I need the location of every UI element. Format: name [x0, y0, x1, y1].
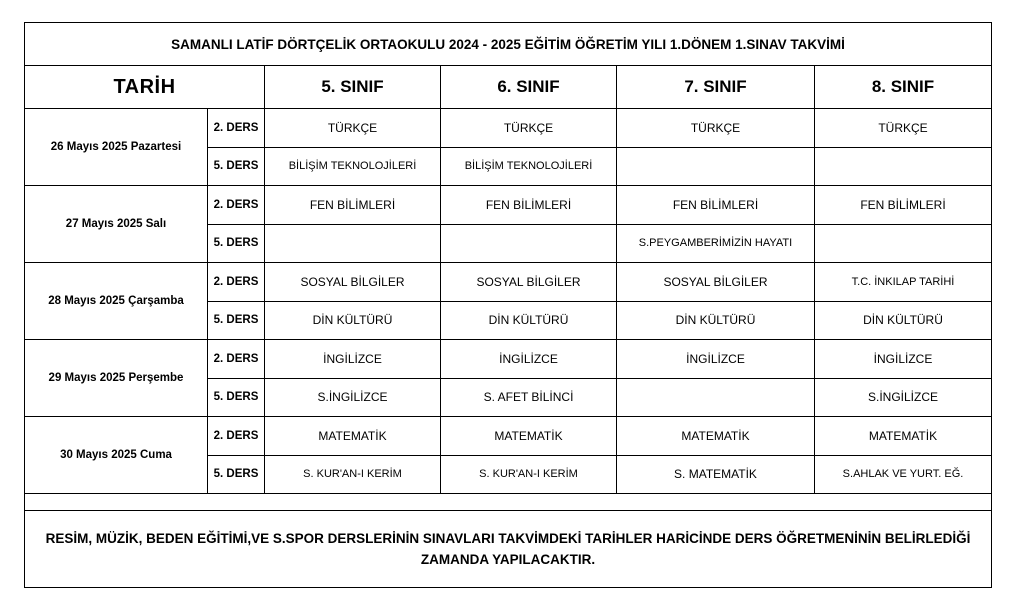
subject-cell: İNGİLİZCE	[617, 340, 815, 379]
lesson-period-cell: 2. DERS	[208, 186, 265, 225]
subject-cell: TÜRKÇE	[441, 109, 617, 148]
exam-schedule	[24, 22, 991, 588]
lesson-period-cell: 2. DERS	[208, 340, 265, 379]
subject-cell: TÜRKÇE	[617, 109, 815, 148]
date-cell: 28 Mayıs 2025 Çarşamba	[25, 263, 208, 340]
date-cell: 30 Mayıs 2025 Cuma	[25, 417, 208, 494]
footer-note: RESİM, MÜZİK, BEDEN EĞİTİMİ,VE S.SPOR DERSLERİNİN SINAVLARI TAKVİMDEKİ TARİHLER HARİCİNDE DERS ÖĞRETMENİNİN BELİRLEDİĞİ ZAMANDA YAPILACAKTIR.	[25, 511, 992, 588]
subject-cell: MATEMATİK	[265, 417, 441, 456]
subject-cell	[265, 224, 441, 263]
lesson-period-cell: 5. DERS	[208, 455, 265, 494]
subject-cell: TÜRKÇE	[815, 109, 992, 148]
subject-cell: FEN BİLİMLERİ	[815, 186, 992, 225]
table-row	[25, 186, 992, 225]
page-title: SAMANLI LATİF DÖRTÇELİK ORTAOKULU 2024 - 2025 EĞİTİM ÖĞRETİM YILI 1.DÖNEM 1.SINAV TAKVİMİ	[25, 23, 992, 66]
subject-cell: DİN KÜLTÜRÜ	[265, 301, 441, 340]
subject-cell: İNGİLİZCE	[815, 340, 992, 379]
subject-cell	[441, 224, 617, 263]
subject-cell: DİN KÜLTÜRÜ	[815, 301, 992, 340]
table-row	[25, 263, 992, 302]
table-row	[25, 109, 992, 148]
subject-cell: MATEMATİK	[441, 417, 617, 456]
subject-cell: BİLİŞİM TEKNOLOJİLERİ	[265, 147, 441, 186]
subject-cell	[815, 224, 992, 263]
subject-cell: S.PEYGAMBERİMİZİN HAYATI	[617, 224, 815, 263]
header-tarih: TARİH	[25, 66, 265, 109]
header-grade-6: 6. SINIF	[441, 66, 617, 109]
lesson-period-cell: 2. DERS	[208, 417, 265, 456]
subject-cell: FEN BİLİMLERİ	[441, 186, 617, 225]
subject-cell	[617, 147, 815, 186]
lesson-period-cell: 5. DERS	[208, 378, 265, 417]
note-row	[25, 511, 992, 588]
subject-cell: S.İNGİLİZCE	[815, 378, 992, 417]
lesson-period-cell: 2. DERS	[208, 263, 265, 302]
lesson-period-cell: 2. DERS	[208, 109, 265, 148]
subject-cell: SOSYAL BİLGİLER	[617, 263, 815, 302]
date-cell: 26 Mayıs 2025 Pazartesi	[25, 109, 208, 186]
subject-cell: MATEMATİK	[815, 417, 992, 456]
table-row	[25, 340, 992, 379]
subject-cell	[617, 378, 815, 417]
lesson-period-cell: 5. DERS	[208, 224, 265, 263]
subject-cell: S.İNGİLİZCE	[265, 378, 441, 417]
subject-cell: DİN KÜLTÜRÜ	[617, 301, 815, 340]
subject-cell: İNGİLİZCE	[265, 340, 441, 379]
subject-cell: İNGİLİZCE	[441, 340, 617, 379]
subject-cell	[815, 147, 992, 186]
header-grade-5: 5. SINIF	[265, 66, 441, 109]
subject-cell: S. AFET BİLİNCİ	[441, 378, 617, 417]
table-row	[25, 417, 992, 456]
subject-cell: S.AHLAK VE YURT. EĞ.	[815, 455, 992, 494]
date-cell: 29 Mayıs 2025 Perşembe	[25, 340, 208, 417]
subject-cell: FEN BİLİMLERİ	[617, 186, 815, 225]
spacer-row	[25, 494, 992, 511]
schedule-table	[24, 22, 992, 588]
subject-cell: SOSYAL BİLGİLER	[265, 263, 441, 302]
subject-cell: S. KUR'AN-I KERİM	[265, 455, 441, 494]
subject-cell: FEN BİLİMLERİ	[265, 186, 441, 225]
subject-cell: TÜRKÇE	[265, 109, 441, 148]
subject-cell: MATEMATİK	[617, 417, 815, 456]
subject-cell: S. KUR'AN-I KERİM	[441, 455, 617, 494]
subject-cell: S. MATEMATİK	[617, 455, 815, 494]
spacer-cell	[25, 494, 992, 511]
subject-cell: DİN KÜLTÜRÜ	[441, 301, 617, 340]
date-cell: 27 Mayıs 2025 Salı	[25, 186, 208, 263]
header-grade-7: 7. SINIF	[617, 66, 815, 109]
subject-cell: T.C. İNKILAP TARİHİ	[815, 263, 992, 302]
lesson-period-cell: 5. DERS	[208, 147, 265, 186]
header-grade-8: 8. SINIF	[815, 66, 992, 109]
subject-cell: BİLİŞİM TEKNOLOJİLERİ	[441, 147, 617, 186]
lesson-period-cell: 5. DERS	[208, 301, 265, 340]
subject-cell: SOSYAL BİLGİLER	[441, 263, 617, 302]
